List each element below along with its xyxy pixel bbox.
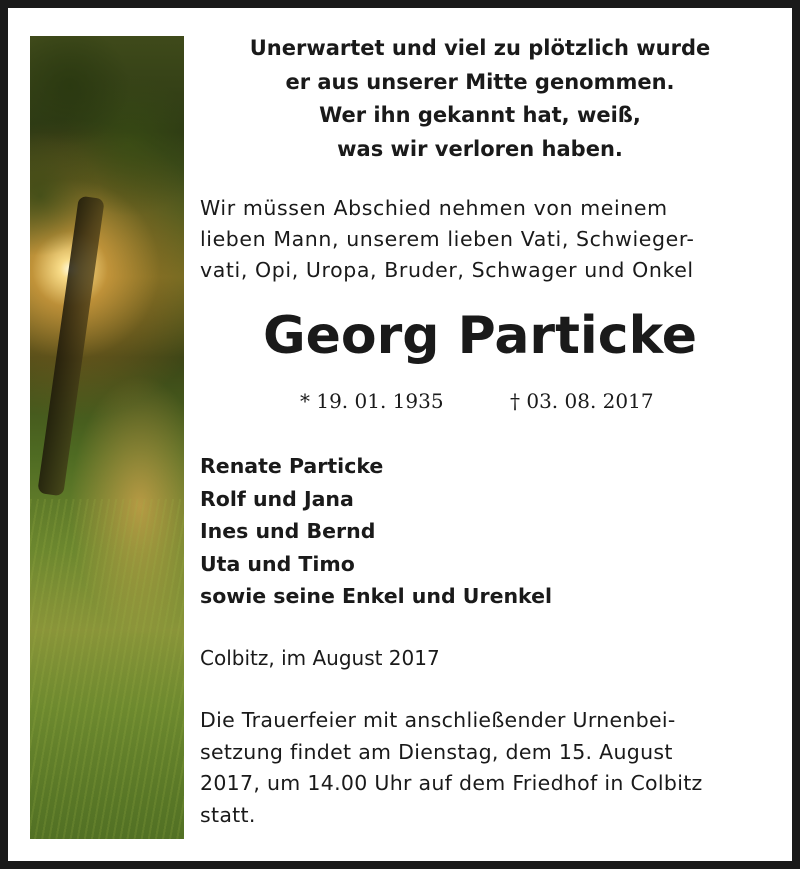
mourner-entry: Rolf und Jana bbox=[200, 486, 354, 511]
memorial-quote bbox=[200, 32, 760, 166]
funeral-line: statt. bbox=[200, 802, 256, 827]
mourner-entry: Uta und Timo bbox=[200, 551, 355, 576]
place-and-date: Colbitz, im August 2017 bbox=[200, 646, 440, 670]
sunlit-tree-photo bbox=[30, 36, 184, 839]
intro-line: Wir müssen Abschied nehmen von meinem bbox=[200, 196, 668, 220]
quote-line: er aus unserer Mitte genommen. bbox=[285, 69, 675, 94]
funeral-line: Die Trauerfeier mit anschließender Urnenbei- bbox=[200, 708, 676, 732]
photo-grass bbox=[30, 499, 184, 839]
intro-line: lieben Mann, unserem lieben Vati, Schwieger- bbox=[200, 227, 695, 251]
funeral-line: setzung findet am Dienstag, dem 15. August bbox=[200, 739, 673, 764]
intro-line: vati, Opi, Uropa, Bruder, Schwager und Onkel bbox=[200, 258, 694, 282]
birth-date: * 19. 01. 1935 bbox=[300, 389, 444, 413]
quote-line: Unerwartet und viel zu plötzlich wurde bbox=[249, 36, 711, 60]
farewell-intro bbox=[200, 193, 766, 286]
deceased-name: Georg Particke bbox=[262, 306, 698, 366]
quote-line: Wer ihn gekannt hat, weiß, bbox=[319, 103, 641, 127]
quote-line: was wir verloren haben. bbox=[337, 136, 623, 161]
mourner-entry: sowie seine Enkel und Urenkel bbox=[200, 584, 553, 608]
funeral-details bbox=[200, 705, 766, 831]
mourner-entry: Ines und Bernd bbox=[200, 519, 376, 543]
mourners-list bbox=[200, 450, 552, 613]
death-date: † 03. 08. 2017 bbox=[510, 389, 654, 413]
mourner-entry: Renate Particke bbox=[200, 454, 384, 478]
funeral-line: 2017, um 14.00 Uhr auf dem Friedhof in Colbitz bbox=[200, 771, 703, 795]
photo-foliage bbox=[30, 36, 184, 286]
